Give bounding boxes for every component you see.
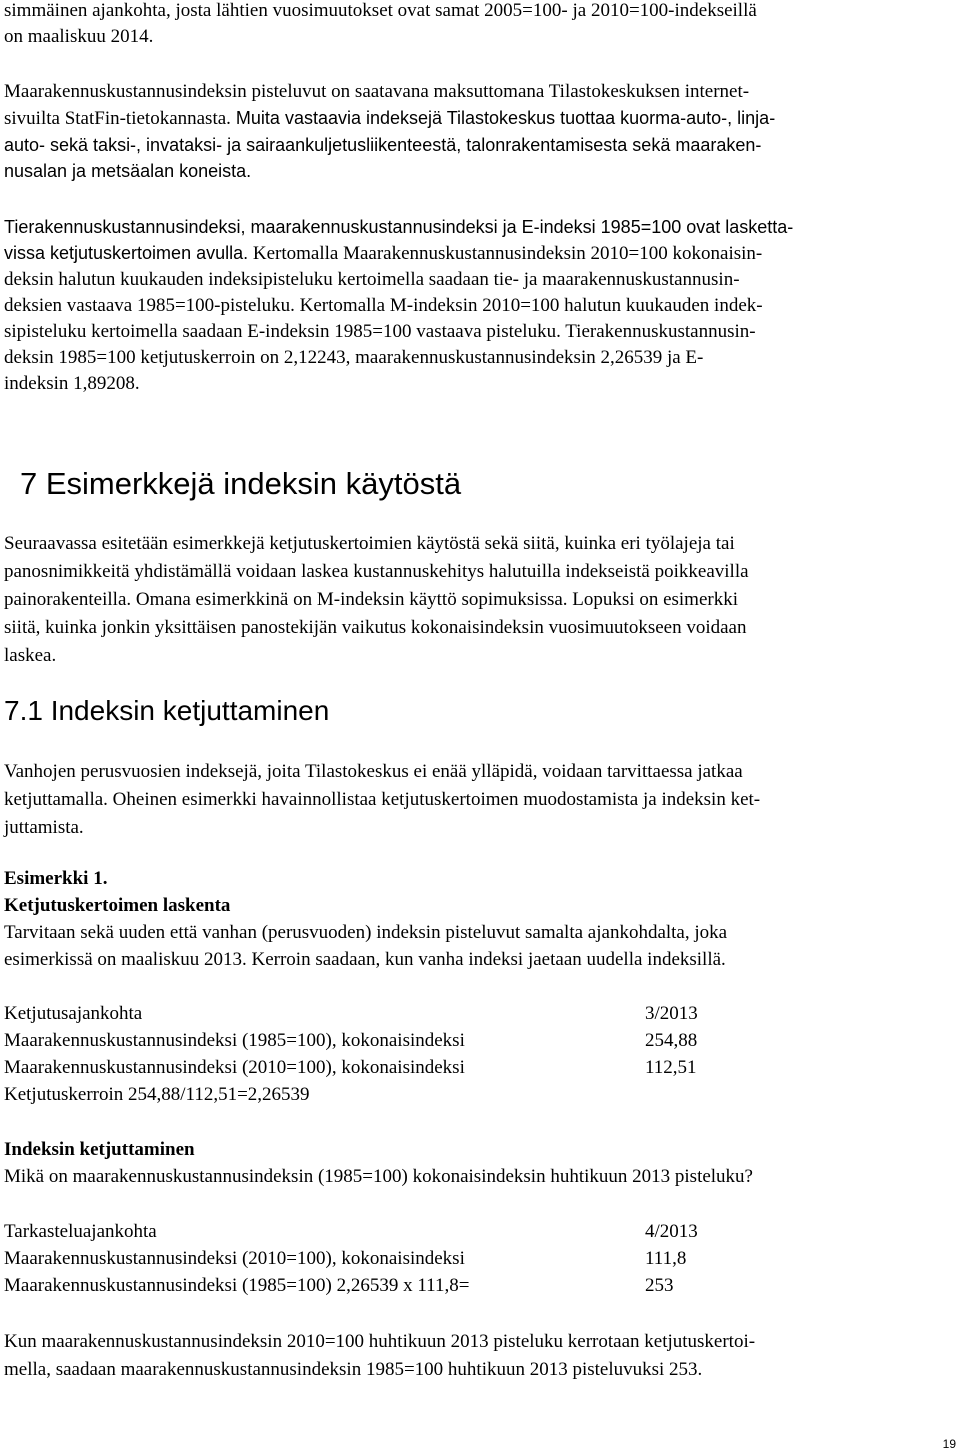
row-value: 112,51 xyxy=(645,1057,697,1078)
row-label: Maarakennuskustannusindeksi (1985=100) 2,26539 x 111,8= xyxy=(4,1275,470,1296)
intro-paragraph-2 xyxy=(4,79,775,184)
table-row xyxy=(4,1273,904,1300)
row-label: Maarakennuskustannusindeksi (2010=100), kokonaisindeksi xyxy=(4,1057,465,1078)
text-line: Maarakennuskustannusindeksin pisteluvut on saatavana maksuttomana Tilastokeskuksen internet- xyxy=(4,81,750,102)
row-label: Ketjutuskerroin 254,88/112,51=2,26539 xyxy=(4,1084,310,1105)
page-number: 19 xyxy=(942,1437,956,1451)
intro-paragraph-3 xyxy=(4,214,793,397)
text-line: auto- sekä taksi-, invataksi- ja sairaankuljetusliikenteestä, talonrakentamisesta sekä maaraken- xyxy=(4,135,762,155)
example-subtitle: Ketjutuskertoimen laskenta xyxy=(4,895,231,916)
text-segment: Kertomalla Maarakennuskustannusindeksin 2010=100 kokonaisin- xyxy=(248,243,763,264)
text-segment: sivuilta StatFin-tietokannasta. xyxy=(4,108,231,129)
text-line: panosnimikkeitä yhdistämällä voidaan laskea kustannuskehitys halutuilla indekseistä poikkeavilla xyxy=(4,561,749,582)
row-label: Tarkasteluajankohta xyxy=(4,1221,157,1242)
section-7-paragraph xyxy=(4,530,749,670)
table-row xyxy=(4,1246,904,1273)
chaining-title: Indeksin ketjuttaminen xyxy=(4,1139,195,1160)
chaining-table xyxy=(4,1219,904,1300)
text-line: painorakenteilla. Omana esimerkkinä on M-indeksin käyttö sopimuksissa. Lopuksi on esimerkki xyxy=(4,589,739,610)
section-heading: 7 Esimerkkejä indeksin käytöstä xyxy=(20,466,462,501)
text-line: esimerkissä on maaliskuu 2013. Kerroin saadaan, kun vanha indeksi jaetaan uudella indeksillä. xyxy=(4,949,726,970)
row-value: 111,8 xyxy=(645,1248,687,1269)
text-line: simmäinen ajankohta, josta lähtien vuosimuutokset ovat samat 2005=100- ja 2010=100-indekseillä xyxy=(4,0,757,21)
subsection-heading: 7.1 Indeksin ketjuttaminen xyxy=(4,695,330,726)
text-segment: Muita vastaavia indeksejä Tilastokeskus tuottaa kuorma-auto-, linja- xyxy=(230,108,776,128)
table-row xyxy=(4,1219,904,1246)
text-line: deksin halutun kuukauden indeksipisteluku kertoimella saadaan tie- ja maarakennuskustannusin- xyxy=(4,269,740,290)
text-line: indeksin 1,89208. xyxy=(4,373,140,394)
text-line: Seuraavassa esitetään esimerkkejä ketjutuskertoimien käytöstä sekä siitä, kuinka eri työlajeja tai xyxy=(4,533,735,554)
row-value: 254,88 xyxy=(645,1030,698,1051)
section-7-1-paragraph xyxy=(4,758,760,842)
text-line: Kun maarakennuskustannusindeksin 2010=100 huhtikuun 2013 pisteluku kerrotaan ketjutuskertoi- xyxy=(4,1331,756,1352)
text-line: sipisteluku kertoimella saadaan E-indeksin 1985=100 vastaava pisteluku. Tierakennuskustannusin- xyxy=(4,321,756,342)
text-line: mella, saadaan maarakennuskustannusindeksin 1985=100 huhtikuun 2013 pisteluvuksi 253. xyxy=(4,1359,703,1380)
chaining-factor-table xyxy=(4,1001,904,1109)
text-line: siitä, kuinka jonkin yksittäisen panostekijän vaikutus kokonaisindeksin vuosimuutokseen voidaan xyxy=(4,617,747,638)
text-line: nusalan ja metsäalan koneista. xyxy=(4,161,252,181)
row-value: 4/2013 xyxy=(645,1221,698,1242)
chaining-question: Mikä on maarakennuskustannusindeksin (1985=100) kokonaisindeksin huhtikuun 2013 pisteluku? xyxy=(4,1166,753,1187)
example-paragraph xyxy=(4,919,727,973)
row-label: Ketjutusajankohta xyxy=(4,1003,143,1024)
table-row xyxy=(4,1001,904,1028)
text-segment: vissa ketjutuskertoimen avulla. xyxy=(4,243,249,263)
text-line: on maaliskuu 2014. xyxy=(4,26,154,47)
text-line: laskea. xyxy=(4,645,57,666)
text-line: ketjuttamalla. Oheinen esimerkki havainnollistaa ketjutuskertoimen muodostamista ja indeksin ket- xyxy=(4,789,761,810)
chaining-conclusion xyxy=(4,1328,755,1384)
row-value: 253 xyxy=(645,1275,674,1296)
text-line xyxy=(4,240,793,267)
row-label: Maarakennuskustannusindeksi (2010=100), kokonaisindeksi xyxy=(4,1248,465,1269)
text-line xyxy=(4,105,775,132)
text-line: Tarvitaan sekä uuden että vanhan (perusvuoden) indeksin pisteluvut samalta ajankohdalta, joka xyxy=(4,922,728,943)
table-row xyxy=(4,1082,904,1109)
text-line: deksien vastaava 1985=100-pisteluku. Kertomalla M-indeksin 2010=100 halutun kuukauden indek- xyxy=(4,295,763,316)
table-row xyxy=(4,1055,904,1082)
row-value: 3/2013 xyxy=(645,1003,698,1024)
text-line: Tierakennuskustannusindeksi, maarakennuskustannusindeksi ja E-indeksi 1985=100 ovat laskettа- xyxy=(4,217,794,237)
text-line: juttamista. xyxy=(4,817,84,838)
row-label: Maarakennuskustannusindeksi (1985=100), kokonaisindeksi xyxy=(4,1030,465,1051)
table-row xyxy=(4,1028,904,1055)
example-title: Esimerkki 1. xyxy=(4,868,108,889)
text-line: Vanhojen perusvuosien indeksejä, joita Tilastokeskus ei enää ylläpidä, voidaan tarvittaessa jatkaa xyxy=(4,761,743,782)
text-line: deksin 1985=100 ketjutuskerroin on 2,12243, maarakennuskustannusindeksin 2,26539 ja E- xyxy=(4,347,704,368)
intro-paragraph-1 xyxy=(4,0,757,50)
